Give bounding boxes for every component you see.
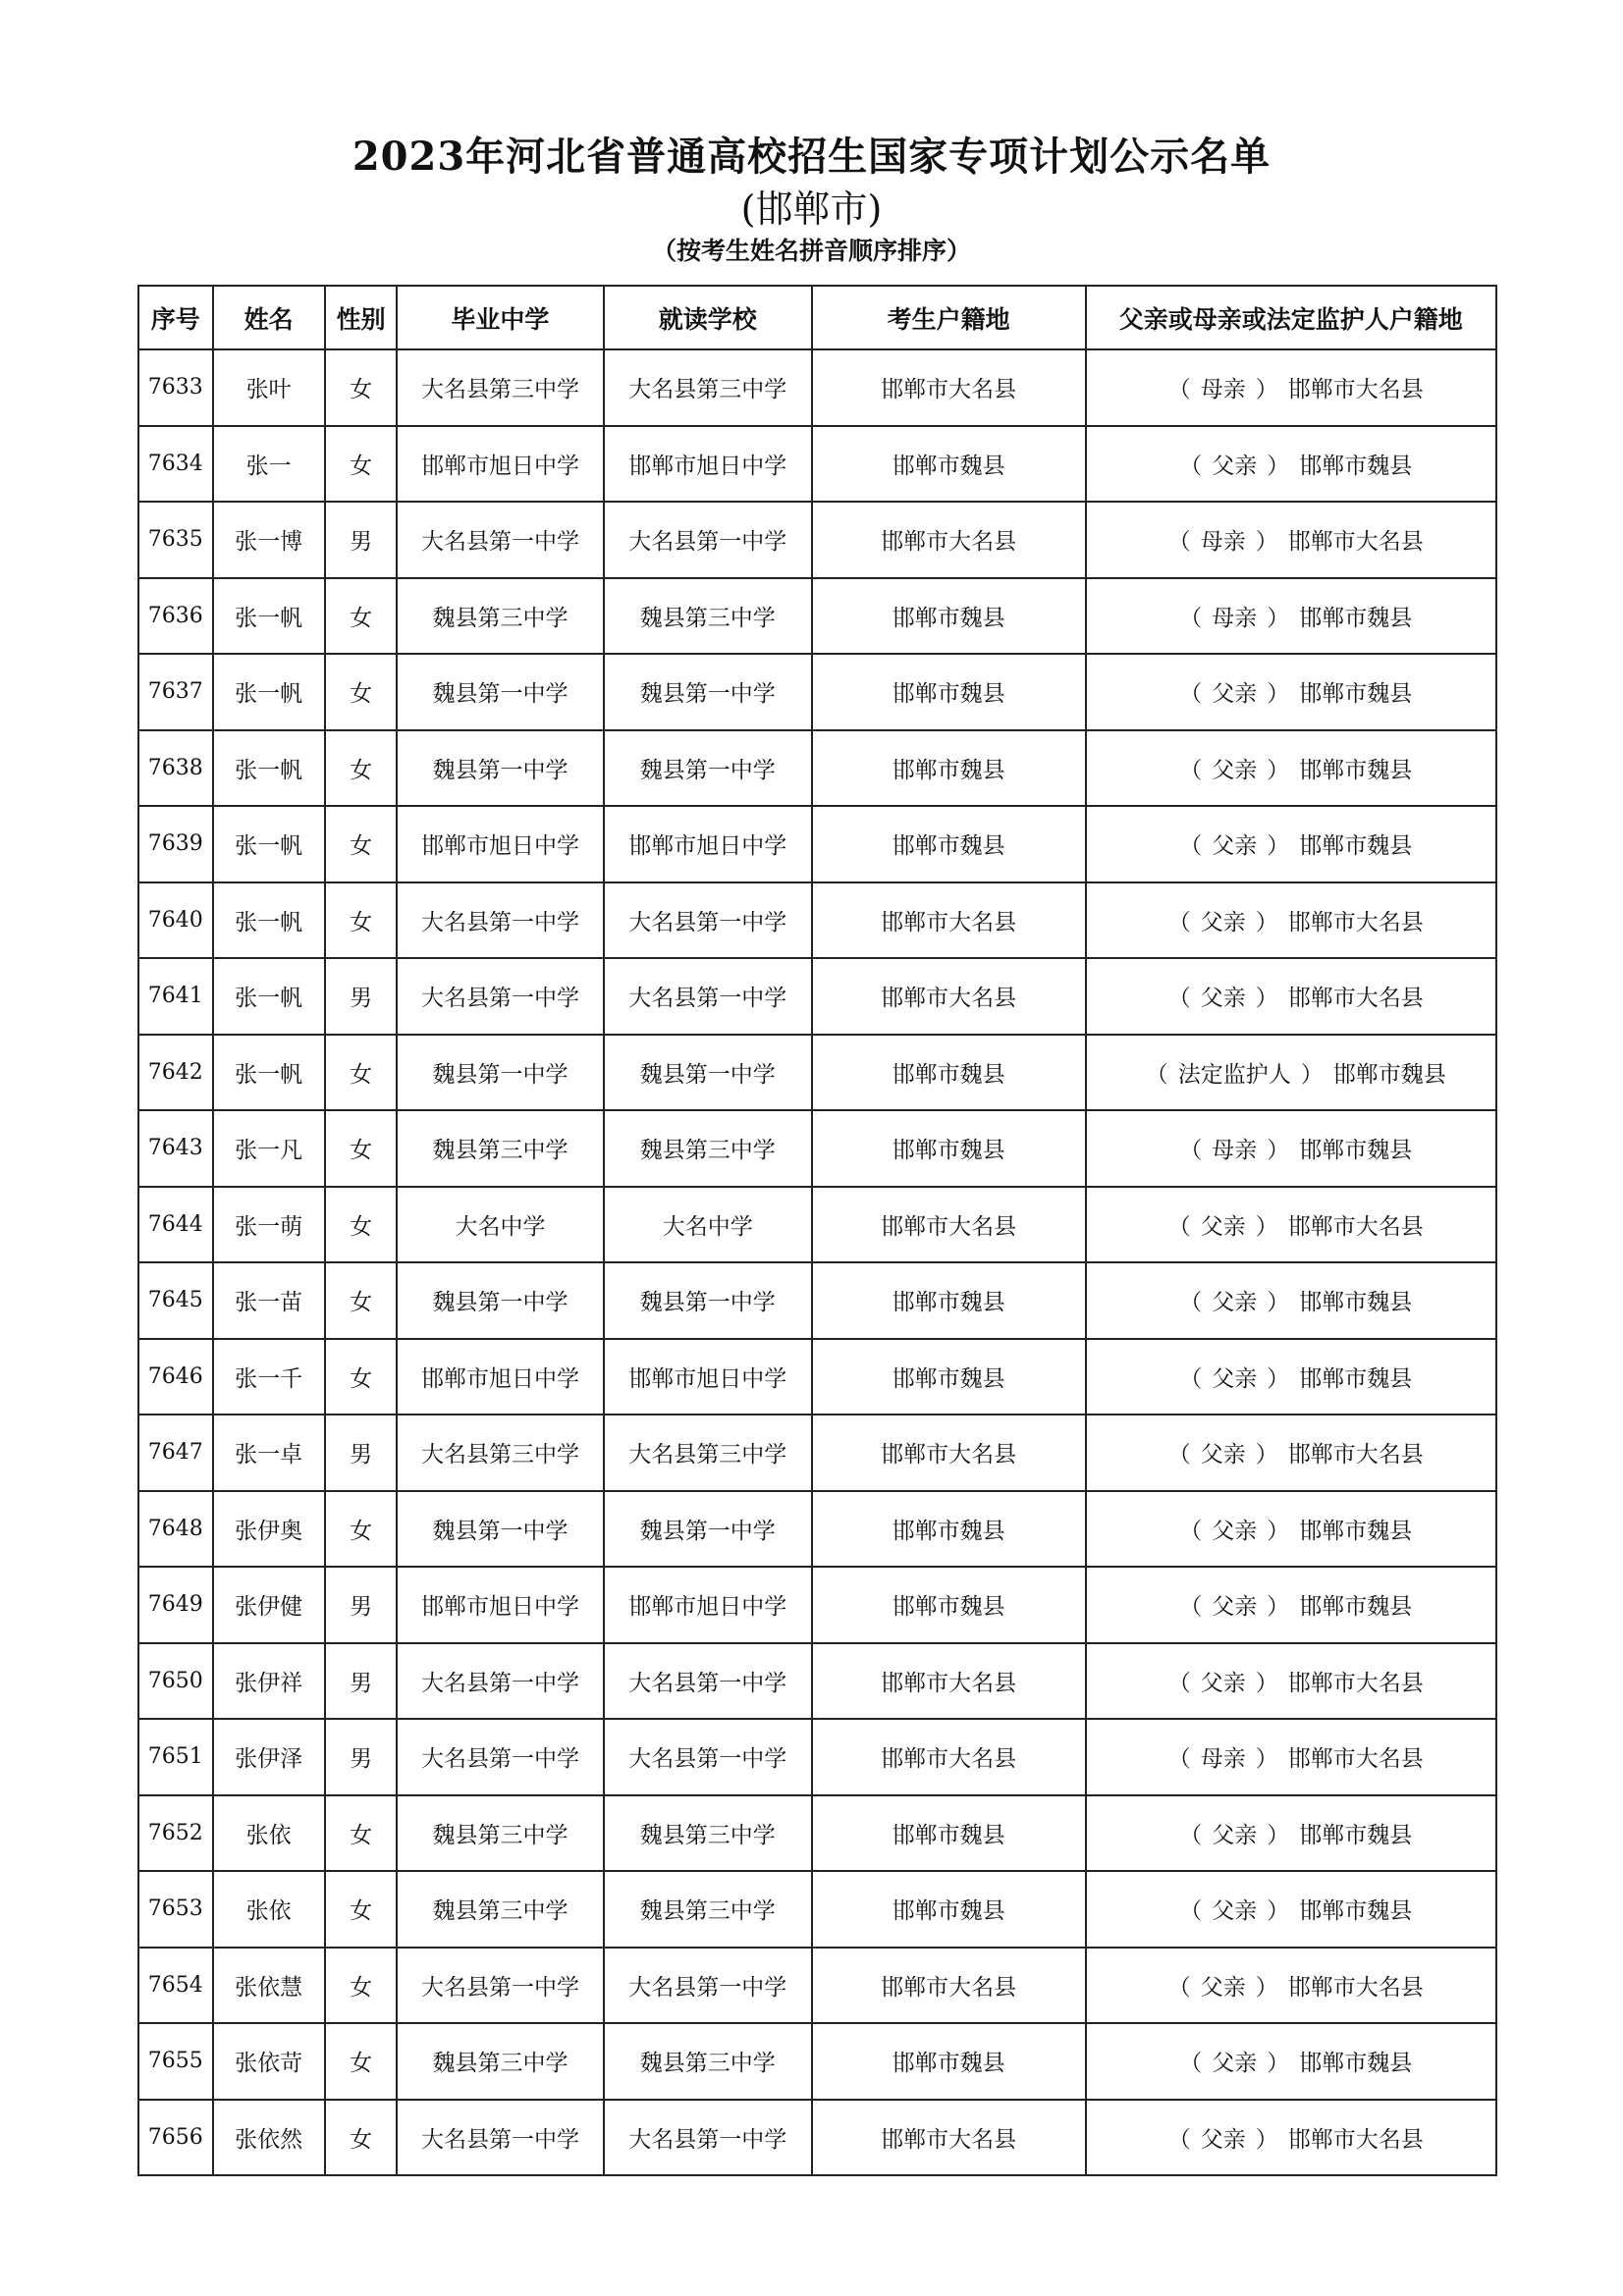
cell-current-school: 魏县第一中学	[604, 654, 812, 730]
cell-student-hukou: 邯郸市大名县	[812, 1719, 1086, 1795]
guardian-place: 邯郸市魏县	[1299, 1290, 1413, 1316]
cell-guardian-hukou: （ 母亲 ） 邯郸市大名县	[1086, 502, 1497, 578]
cell-guardian-hukou: （ 父亲 ） 邯郸市魏县	[1086, 806, 1497, 882]
cell-no: 7642	[138, 1035, 213, 1111]
header-student-hukou: 考生户籍地	[812, 286, 1086, 349]
cell-no: 7640	[138, 882, 213, 959]
cell-sex: 男	[325, 958, 397, 1035]
table-row	[138, 426, 1496, 503]
guardian-place: 邯郸市魏县	[1299, 605, 1413, 631]
cell-current-school: 魏县第三中学	[604, 1795, 812, 1872]
cell-no: 7652	[138, 1795, 213, 1872]
cell-student-hukou: 邯郸市大名县	[812, 1415, 1086, 1491]
cell-no: 7633	[138, 349, 213, 426]
cell-sex: 女	[325, 1035, 397, 1111]
cell-guardian-hukou: （ 父亲 ） 邯郸市魏县	[1086, 1567, 1497, 1643]
cell-guardian-hukou: （ 母亲 ） 邯郸市大名县	[1086, 1719, 1497, 1795]
cell-graduation-school: 魏县第一中学	[397, 1262, 603, 1339]
guardian-relation: 父亲	[1212, 1822, 1258, 1848]
cell-name: 张依苛	[213, 2023, 325, 2100]
cell-student-hukou: 邯郸市大名县	[812, 502, 1086, 578]
guardian-relation: 母亲	[1212, 1138, 1258, 1164]
table-row	[138, 1643, 1496, 1720]
table-row	[138, 1871, 1496, 1948]
cell-sex: 女	[325, 426, 397, 503]
cell-current-school: 邯郸市旭日中学	[604, 806, 812, 882]
cell-graduation-school: 大名县第一中学	[397, 2100, 603, 2176]
table-row	[138, 958, 1496, 1035]
guardian-relation: 父亲	[1200, 1442, 1246, 1468]
cell-name: 张伊奥	[213, 1491, 325, 1568]
cell-student-hukou: 邯郸市魏县	[812, 578, 1086, 655]
cell-current-school: 魏县第三中学	[604, 578, 812, 655]
cell-graduation-school: 邯郸市旭日中学	[397, 426, 603, 503]
guardian-relation: 父亲	[1212, 833, 1258, 860]
cell-graduation-school: 大名县第一中学	[397, 1719, 603, 1795]
guardian-place: 邯郸市魏县	[1299, 757, 1413, 783]
guardian-relation: 母亲	[1200, 377, 1246, 403]
cell-no: 7653	[138, 1871, 213, 1948]
cell-name: 张伊祥	[213, 1643, 325, 1720]
cell-no: 7656	[138, 2100, 213, 2176]
cell-student-hukou: 邯郸市大名县	[812, 882, 1086, 959]
cell-current-school: 魏县第一中学	[604, 730, 812, 807]
guardian-place: 邯郸市大名县	[1287, 1213, 1424, 1240]
table-row	[138, 806, 1496, 882]
cell-student-hukou: 邯郸市魏县	[812, 1567, 1086, 1643]
table-row	[138, 1415, 1496, 1491]
cell-guardian-hukou: （ 母亲 ） 邯郸市魏县	[1086, 578, 1497, 655]
guardian-relation: 母亲	[1200, 529, 1246, 556]
table-row	[138, 1719, 1496, 1795]
cell-no: 7655	[138, 2023, 213, 2100]
cell-sex: 女	[325, 654, 397, 730]
cell-student-hukou: 邯郸市魏县	[812, 1035, 1086, 1111]
cell-student-hukou: 邯郸市大名县	[812, 1187, 1086, 1263]
cell-no: 7654	[138, 1948, 213, 2024]
cell-sex: 女	[325, 2100, 397, 2176]
cell-graduation-school: 大名中学	[397, 1187, 603, 1263]
cell-name: 张依	[213, 1871, 325, 1948]
cell-name: 张一帆	[213, 882, 325, 959]
cell-guardian-hukou: （ 父亲 ） 邯郸市大名县	[1086, 1187, 1497, 1263]
cell-student-hukou: 邯郸市大名县	[812, 1948, 1086, 2024]
page-title: 2023年河北省普通高校招生国家专项计划公示名单	[352, 133, 1271, 180]
cell-sex: 男	[325, 502, 397, 578]
cell-graduation-school: 邯郸市旭日中学	[397, 806, 603, 882]
guardian-place: 邯郸市大名县	[1287, 377, 1424, 403]
cell-graduation-school: 魏县第三中学	[397, 1871, 603, 1948]
roster-table	[137, 285, 1497, 2176]
header-no: 序号	[138, 286, 213, 349]
guardian-place: 邯郸市大名县	[1287, 986, 1424, 1012]
cell-guardian-hukou: （ 父亲 ） 邯郸市大名县	[1086, 2100, 1497, 2176]
cell-name: 张依	[213, 1795, 325, 1872]
cell-no: 7644	[138, 1187, 213, 1263]
cell-sex: 女	[325, 806, 397, 882]
table-row	[138, 654, 1496, 730]
table-header-row	[138, 286, 1496, 349]
cell-no: 7635	[138, 502, 213, 578]
guardian-place: 邯郸市大名县	[1287, 1670, 1424, 1696]
cell-student-hukou: 邯郸市大名县	[812, 958, 1086, 1035]
cell-graduation-school: 魏县第三中学	[397, 1795, 603, 1872]
guardian-relation: 父亲	[1212, 1365, 1258, 1392]
cell-graduation-school: 魏县第三中学	[397, 1110, 603, 1187]
cell-guardian-hukou: （ 法定监护人 ） 邯郸市魏县	[1086, 1035, 1497, 1111]
cell-graduation-school: 魏县第一中学	[397, 1491, 603, 1568]
guardian-place: 邯郸市魏县	[1299, 453, 1413, 479]
cell-current-school: 魏县第一中学	[604, 1035, 812, 1111]
cell-current-school: 大名县第一中学	[604, 1643, 812, 1720]
guardian-place: 邯郸市大名县	[1287, 2126, 1424, 2153]
cell-student-hukou: 邯郸市大名县	[812, 1643, 1086, 1720]
cell-current-school: 大名县第一中学	[604, 2100, 812, 2176]
cell-sex: 男	[325, 1643, 397, 1720]
cell-graduation-school: 邯郸市旭日中学	[397, 1339, 603, 1415]
table-row	[138, 578, 1496, 655]
cell-current-school: 魏县第一中学	[604, 1491, 812, 1568]
cell-current-school: 大名县第一中学	[604, 958, 812, 1035]
guardian-place: 邯郸市魏县	[1299, 681, 1413, 708]
sort-note: （按考生姓名拼音顺序排序）	[651, 237, 971, 265]
cell-name: 张伊健	[213, 1567, 325, 1643]
guardian-place: 邯郸市魏县	[1299, 1365, 1413, 1392]
cell-name: 张依慧	[213, 1948, 325, 2024]
guardian-relation: 父亲	[1200, 1670, 1246, 1696]
cell-current-school: 魏县第一中学	[604, 1262, 812, 1339]
page-subtitle: (邯郸市)	[740, 187, 883, 231]
cell-student-hukou: 邯郸市魏县	[812, 1795, 1086, 1872]
cell-sex: 女	[325, 1262, 397, 1339]
cell-name: 张一帆	[213, 654, 325, 730]
table-row	[138, 2100, 1496, 2176]
cell-current-school: 魏县第三中学	[604, 1871, 812, 1948]
cell-current-school: 大名县第三中学	[604, 1415, 812, 1491]
cell-sex: 女	[325, 1871, 397, 1948]
table-row	[138, 349, 1496, 426]
table-row	[138, 502, 1496, 578]
cell-graduation-school: 邯郸市旭日中学	[397, 1567, 603, 1643]
cell-name: 张一帆	[213, 1035, 325, 1111]
cell-no: 7650	[138, 1643, 213, 1720]
cell-name: 张一帆	[213, 958, 325, 1035]
cell-student-hukou: 邯郸市魏县	[812, 1491, 1086, 1568]
cell-no: 7649	[138, 1567, 213, 1643]
cell-name: 张一博	[213, 502, 325, 578]
guardian-relation: 父亲	[1212, 1898, 1258, 1925]
guardian-relation: 父亲	[1212, 681, 1258, 708]
cell-student-hukou: 邯郸市大名县	[812, 349, 1086, 426]
guardian-place: 邯郸市魏县	[1299, 833, 1413, 860]
guardian-place: 邯郸市魏县	[1299, 2051, 1413, 2077]
guardian-relation: 父亲	[1200, 1974, 1246, 2001]
guardian-place: 邯郸市魏县	[1299, 1138, 1413, 1164]
cell-guardian-hukou: （ 父亲 ） 邯郸市大名县	[1086, 1948, 1497, 2024]
cell-guardian-hukou: （ 父亲 ） 邯郸市魏县	[1086, 1491, 1497, 1568]
cell-no: 7643	[138, 1110, 213, 1187]
cell-student-hukou: 邯郸市魏县	[812, 1262, 1086, 1339]
cell-student-hukou: 邯郸市魏县	[812, 426, 1086, 503]
guardian-place: 邯郸市魏县	[1299, 1822, 1413, 1848]
cell-current-school: 魏县第三中学	[604, 2023, 812, 2100]
cell-graduation-school: 大名县第一中学	[397, 1948, 603, 2024]
cell-current-school: 邯郸市旭日中学	[604, 426, 812, 503]
cell-sex: 女	[325, 730, 397, 807]
cell-sex: 男	[325, 1415, 397, 1491]
cell-graduation-school: 大名县第一中学	[397, 502, 603, 578]
cell-guardian-hukou: （ 父亲 ） 邯郸市魏县	[1086, 1339, 1497, 1415]
cell-guardian-hukou: （ 父亲 ） 邯郸市魏县	[1086, 1871, 1497, 1948]
cell-current-school: 大名县第一中学	[604, 502, 812, 578]
cell-graduation-school: 大名县第三中学	[397, 349, 603, 426]
table-row	[138, 1110, 1496, 1187]
table-row	[138, 882, 1496, 959]
cell-student-hukou: 邯郸市魏县	[812, 806, 1086, 882]
cell-graduation-school: 魏县第一中学	[397, 1035, 603, 1111]
cell-guardian-hukou: （ 母亲 ） 邯郸市魏县	[1086, 1110, 1497, 1187]
guardian-relation: 父亲	[1200, 2126, 1246, 2153]
cell-graduation-school: 大名县第一中学	[397, 882, 603, 959]
guardian-place: 邯郸市魏县	[1332, 1061, 1446, 1088]
cell-sex: 女	[325, 1948, 397, 2024]
guardian-relation: 父亲	[1212, 453, 1258, 479]
cell-current-school: 魏县第三中学	[604, 1110, 812, 1187]
table-row	[138, 1491, 1496, 1568]
cell-name: 张一帆	[213, 806, 325, 882]
cell-graduation-school: 魏县第三中学	[397, 2023, 603, 2100]
cell-guardian-hukou: （ 父亲 ） 邯郸市大名县	[1086, 1415, 1497, 1491]
cell-current-school: 邯郸市旭日中学	[604, 1339, 812, 1415]
table-row	[138, 1948, 1496, 2024]
cell-guardian-hukou: （ 父亲 ） 邯郸市魏县	[1086, 426, 1497, 503]
cell-no: 7637	[138, 654, 213, 730]
header-guardian-hukou: 父亲或母亲或法定监护人户籍地	[1086, 286, 1497, 349]
cell-sex: 女	[325, 1339, 397, 1415]
cell-name: 张依然	[213, 2100, 325, 2176]
cell-sex: 女	[325, 2023, 397, 2100]
cell-student-hukou: 邯郸市魏县	[812, 654, 1086, 730]
cell-guardian-hukou: （ 父亲 ） 邯郸市大名县	[1086, 882, 1497, 959]
cell-graduation-school: 魏县第三中学	[397, 578, 603, 655]
cell-student-hukou: 邯郸市魏县	[812, 1339, 1086, 1415]
cell-sex: 女	[325, 578, 397, 655]
cell-graduation-school: 魏县第一中学	[397, 654, 603, 730]
guardian-relation: 父亲	[1212, 1594, 1258, 1621]
cell-sex: 男	[325, 1719, 397, 1795]
cell-guardian-hukou: （ 父亲 ） 邯郸市魏县	[1086, 730, 1497, 807]
cell-guardian-hukou: （ 父亲 ） 邯郸市魏县	[1086, 654, 1497, 730]
cell-current-school: 大名县第一中学	[604, 882, 812, 959]
guardian-relation: 法定监护人	[1177, 1061, 1291, 1088]
cell-student-hukou: 邯郸市魏县	[812, 2023, 1086, 2100]
cell-student-hukou: 邯郸市魏县	[812, 730, 1086, 807]
table-row	[138, 730, 1496, 807]
guardian-relation: 父亲	[1212, 1518, 1258, 1544]
guardian-relation: 父亲	[1212, 2051, 1258, 2077]
cell-guardian-hukou: （ 父亲 ） 邯郸市魏县	[1086, 2023, 1497, 2100]
cell-graduation-school: 魏县第一中学	[397, 730, 603, 807]
header-current-school: 就读学校	[604, 286, 812, 349]
cell-name: 张一帆	[213, 730, 325, 807]
cell-graduation-school: 大名县第一中学	[397, 1643, 603, 1720]
guardian-relation: 父亲	[1200, 986, 1246, 1012]
table-row	[138, 1567, 1496, 1643]
header-sex: 性别	[325, 286, 397, 349]
cell-name: 张一卓	[213, 1415, 325, 1491]
cell-name: 张一帆	[213, 578, 325, 655]
table-row	[138, 1187, 1496, 1263]
table-row	[138, 2023, 1496, 2100]
cell-name: 张一千	[213, 1339, 325, 1415]
guardian-relation: 父亲	[1200, 909, 1246, 935]
cell-no: 7648	[138, 1491, 213, 1568]
cell-name: 张伊泽	[213, 1719, 325, 1795]
header-name: 姓名	[213, 286, 325, 349]
guardian-place: 邯郸市大名县	[1287, 1746, 1424, 1773]
cell-name: 张叶	[213, 349, 325, 426]
cell-name: 张一凡	[213, 1110, 325, 1187]
guardian-place: 邯郸市大名县	[1287, 1974, 1424, 2001]
cell-sex: 女	[325, 1795, 397, 1872]
cell-sex: 女	[325, 1110, 397, 1187]
table-body	[138, 349, 1496, 2175]
cell-current-school: 大名县第三中学	[604, 349, 812, 426]
guardian-place: 邯郸市大名县	[1287, 1442, 1424, 1468]
cell-current-school: 邯郸市旭日中学	[604, 1567, 812, 1643]
cell-name: 张一苗	[213, 1262, 325, 1339]
table-row	[138, 1339, 1496, 1415]
guardian-place: 邯郸市魏县	[1299, 1898, 1413, 1925]
cell-current-school: 大名县第一中学	[604, 1948, 812, 2024]
guardian-relation: 母亲	[1212, 605, 1258, 631]
cell-student-hukou: 邯郸市大名县	[812, 2100, 1086, 2176]
cell-guardian-hukou: （ 父亲 ） 邯郸市大名县	[1086, 1643, 1497, 1720]
cell-no: 7647	[138, 1415, 213, 1491]
guardian-place: 邯郸市魏县	[1299, 1594, 1413, 1621]
cell-student-hukou: 邯郸市魏县	[812, 1110, 1086, 1187]
cell-current-school: 大名县第一中学	[604, 1719, 812, 1795]
cell-guardian-hukou: （ 父亲 ） 邯郸市魏县	[1086, 1262, 1497, 1339]
cell-sex: 女	[325, 1491, 397, 1568]
cell-no: 7638	[138, 730, 213, 807]
cell-current-school: 大名中学	[604, 1187, 812, 1263]
guardian-relation: 父亲	[1212, 1290, 1258, 1316]
cell-no: 7651	[138, 1719, 213, 1795]
cell-student-hukou: 邯郸市魏县	[812, 1871, 1086, 1948]
table-row	[138, 1795, 1496, 1872]
guardian-relation: 母亲	[1200, 1746, 1246, 1773]
cell-name: 张一	[213, 426, 325, 503]
cell-sex: 女	[325, 349, 397, 426]
guardian-relation: 父亲	[1212, 757, 1258, 783]
header-graduation-school: 毕业中学	[397, 286, 603, 349]
cell-no: 7641	[138, 958, 213, 1035]
cell-no: 7646	[138, 1339, 213, 1415]
guardian-place: 邯郸市大名县	[1287, 529, 1424, 556]
cell-guardian-hukou: （ 母亲 ） 邯郸市大名县	[1086, 349, 1497, 426]
cell-sex: 女	[325, 882, 397, 959]
table-row	[138, 1262, 1496, 1339]
cell-name: 张一萌	[213, 1187, 325, 1263]
guardian-place: 邯郸市大名县	[1287, 909, 1424, 935]
cell-sex: 男	[325, 1567, 397, 1643]
cell-no: 7645	[138, 1262, 213, 1339]
cell-no: 7639	[138, 806, 213, 882]
guardian-relation: 父亲	[1200, 1213, 1246, 1240]
cell-no: 7636	[138, 578, 213, 655]
cell-graduation-school: 大名县第一中学	[397, 958, 603, 1035]
cell-no: 7634	[138, 426, 213, 503]
guardian-place: 邯郸市魏县	[1299, 1518, 1413, 1544]
table-row	[138, 1035, 1496, 1111]
cell-guardian-hukou: （ 父亲 ） 邯郸市大名县	[1086, 958, 1497, 1035]
cell-sex: 女	[325, 1187, 397, 1263]
cell-guardian-hukou: （ 父亲 ） 邯郸市魏县	[1086, 1795, 1497, 1872]
cell-graduation-school: 大名县第三中学	[397, 1415, 603, 1491]
